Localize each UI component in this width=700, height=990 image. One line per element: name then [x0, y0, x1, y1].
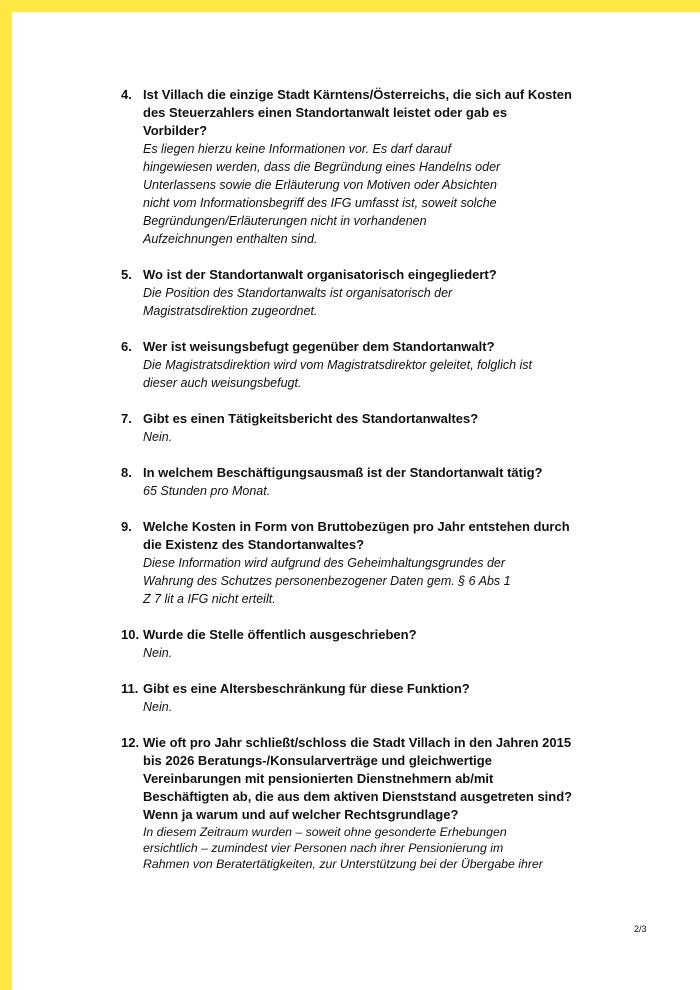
question-number: 4.	[121, 87, 132, 102]
answer-text: Nein.	[143, 646, 173, 660]
yellow-top-border	[0, 0, 700, 12]
question-text: Wo ist der Standortanwalt organisatorisch eingegliedert?	[143, 267, 497, 282]
question-answer-list	[121, 86, 611, 890]
question-text: Wurde die Stelle öffentlich ausgeschrieben?	[143, 627, 417, 642]
question-text: Gibt es einen Tätigkeitsbericht des Standortanwaltes?	[143, 411, 479, 426]
qa-item-4	[121, 86, 611, 248]
qa-item-8	[121, 464, 611, 500]
answer-text: Nein.	[143, 430, 173, 444]
question-number: 5.	[121, 267, 132, 282]
answer-text: Es liegen hierzu keine Informationen vor. Es darf darauf hingewiesen werden, dass die Begründung eines Handelns oder Unterlassens sowie die Erläuterung von Motiven oder Absichten nicht vom Informationsbegriff des IFG umfasst ist, soweit solche Begründungen/Erläuterungen nicht in vorhandenen Aufzeichnungen enthalten sind.	[143, 142, 501, 246]
question-number: 6.	[121, 339, 132, 354]
question-text: Ist Villach die einzige Stadt Kärntens/Österreichs, die sich auf Kosten des Steuerzahlers einen Standortanwalt leistet oder gab es Vorbilder?	[143, 87, 572, 138]
qa-item-5	[121, 266, 611, 320]
qa-item-6	[121, 338, 611, 392]
answer-text: 65 Stunden pro Monat.	[143, 484, 271, 498]
question-text: Gibt es eine Altersbeschränkung für diese Funktion?	[143, 681, 470, 696]
yellow-left-border	[0, 0, 12, 990]
question-number: 8.	[121, 465, 132, 480]
qa-item-11	[121, 680, 611, 716]
question-number: 10.	[121, 627, 140, 642]
answer-text: Die Magistratsdirektion wird vom Magistratsdirektor geleitet, folglich ist dieser auch weisungsbefugt.	[143, 358, 533, 390]
question-text: Wer ist weisungsbefugt gegenüber dem Standortanwalt?	[143, 339, 495, 354]
question-number: 12.	[121, 735, 140, 750]
answer-text: Die Position des Standortanwalts ist organisatorisch der Magistratsdirektion zugeordnet.	[143, 286, 453, 318]
question-number: 7.	[121, 411, 132, 426]
qa-item-10	[121, 626, 611, 662]
question-number: 11.	[121, 681, 139, 696]
question-text: Welche Kosten in Form von Bruttobezügen pro Jahr entstehen durch die Existenz des Standortanwaltes?	[143, 519, 570, 552]
qa-item-7	[121, 410, 611, 446]
page-number: 2/3	[634, 924, 647, 934]
question-text: In welchem Beschäftigungsausmaß ist der Standortanwalt tätig?	[143, 465, 543, 480]
question-number: 9.	[121, 519, 132, 534]
answer-text: Nein.	[143, 700, 173, 714]
answer-text: Diese Information wird aufgrund des Geheimhaltungsgrundes der Wahrung des Schutzes personenbezogener Daten gem. § 6 Abs 1 Z 7 lit a IFG nicht erteilt.	[143, 556, 511, 606]
answer-text: In diesem Zeitraum wurden – soweit ohne gesonderte Erhebungen ersichtlich – zumindest vier Personen nach ihrer Pensionierung im Rahmen von Beratertätigkeiten, zur Unterstützung bei der Übergabe ihrer	[143, 825, 543, 871]
qa-item-12	[121, 734, 611, 872]
question-text: Wie oft pro Jahr schließt/schloss die Stadt Villach in den Jahren 2015 bis 2026 Beratungs-/Konsularverträge und gleichwertige Vereinbarungen mit pensionierten Dienstnehmern ab/mit Beschäftigten ab, die aus dem aktiven Dienststand ausgetreten sind? Wenn ja warum und auf welcher Rechtsgrundlage?	[143, 735, 573, 822]
qa-item-9	[121, 518, 611, 608]
